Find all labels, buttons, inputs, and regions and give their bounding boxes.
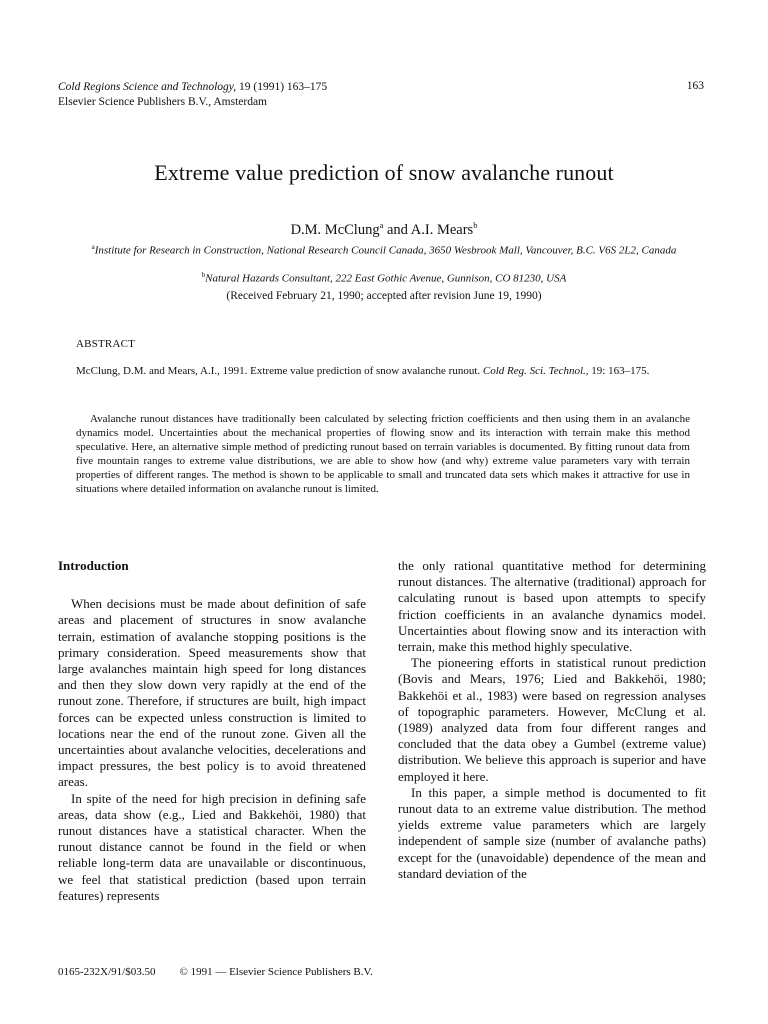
journal-name: Cold Regions Science and Technology, [58,81,237,93]
affiliation-mark: b [201,271,206,279]
body-paragraph: the only rational quantitative method for determining runout distances. The alternative (traditional) approach for calculating runout is based upon attempts to specify friction coefficients in an avalanche dynamics model. Uncertainties about flowing snow and its interaction with terrain, make this method highly speculative. [398,558,706,655]
affiliation-mark: a [379,220,384,230]
affiliation-text: Institute for Research in Construction, National Research Council Canada, 3650 Wesbrook Mall, Vancouver, B.C. V6S 2L2, Canada [94,244,677,257]
left-column [58,558,366,904]
author-connector: and [383,221,411,238]
body-paragraph: When decisions must be made about definition of safe areas and placement of structures in snow avalanche terrain, estimation of avalanche stopping positions is the primary consideration. Speed measurements show that large avalanches maintain high speed for long distances and then they slow down very rapidly at the end of the runout zone. Therefore, if structures are built, high impact forces can be expected unless construction is limited to locations near the end of the runout zone. Given all the uncertainties about avalanche velocities, decelerations and impact pressures, the best policy is to avoid threatened areas. [58,596,366,790]
page-number: 163 [686,80,704,92]
abstract-citation [76,364,690,378]
citation-pages: 19: 163–175. [588,365,650,377]
footer-copyright: © 1991 — Elsevier Science Publishers B.V. [179,966,373,978]
author-line [0,220,768,239]
body-paragraph: The pioneering efforts in statistical runout prediction (Bovis and Mears, 1976; Lied and Bakkehöi, 1980; Bakkehöi et al., 1983) were based on regression analyses of topographic parameters. However, McClung et al. (1989) analyzed data from four different ranges and concluded that the data obey a Gumbel (extreme value) distribution. We believe this approach is superior and have employed it here. [398,655,706,784]
author-name: A.I. Mears [410,221,474,238]
footer-code: 0165-232X/91/$03.50 [58,966,156,978]
body-paragraph: In spite of the need for high precision in defining safe areas, data show (e.g., Lied and Bakkehöi, 1980) that runout distances have a statistical character. When the runout distance cannot be found in the field or when reliable long-term data are unavailable or discontinuous, we feel that statistical prediction (based upon terrain features) represents [58,790,366,903]
affiliation-a [40,240,728,258]
affiliation-mark: a [91,243,95,251]
paper-title: Extreme value prediction of snow avalanche runout [154,160,614,185]
citation-journal: Cold Reg. Sci. Technol., [482,365,589,377]
affiliation-text: Natural Hazards Consultant, 222 East Gothic Avenue, Gunnison, CO 81230, USA [205,272,567,285]
body-paragraph: In this paper, a simple method is documented to fit runout data to an extreme value distribution. The method yields extreme value parameters which are largely independent of sample size (number of avalanche paths) except for the (unavoidable) dependence of the mean and standard deviation of the [398,784,706,881]
affiliation-mark: b [473,220,478,230]
section-heading: Introduction [58,558,129,573]
abstract-body: Avalanche runout distances have traditionally been calculated by selecting friction coefficients and then using them in an avalanche dynamics model. Uncertainties about the mechanical properties of flowing snow and its interaction with terrain make this method speculative. Here, an alternative simple method of predicting runout based on terrain variables is documented. By fitting runout data from five mountain ranges to extreme value distributions, we are able to show how (and why) extreme value parameters vary with terrain properties of different ranges. The method is shown to be applicable to small and truncated data sets which makes it attractive for use in situations where detailed information on avalanche runout is limited. [76,413,690,495]
journal-header [58,80,327,110]
citation-authors: McClung, D.M. and Mears, A.I., 1991. Extreme value prediction of snow avalanche runout. [76,365,483,377]
right-column [398,558,706,882]
journal-volume: 19 (1991) 163–175 [236,81,328,93]
author-name: D.M. McClung [290,221,380,238]
publisher-line: Elsevier Science Publishers B.V., Amsterdam [58,96,267,108]
footer [58,966,373,978]
journal-citation-line [58,80,327,95]
affiliation-b [40,268,728,286]
abstract-heading: ABSTRACT [76,338,136,350]
received-dates: (Received February 21, 1990; accepted after revision June 19, 1990) [226,290,542,302]
